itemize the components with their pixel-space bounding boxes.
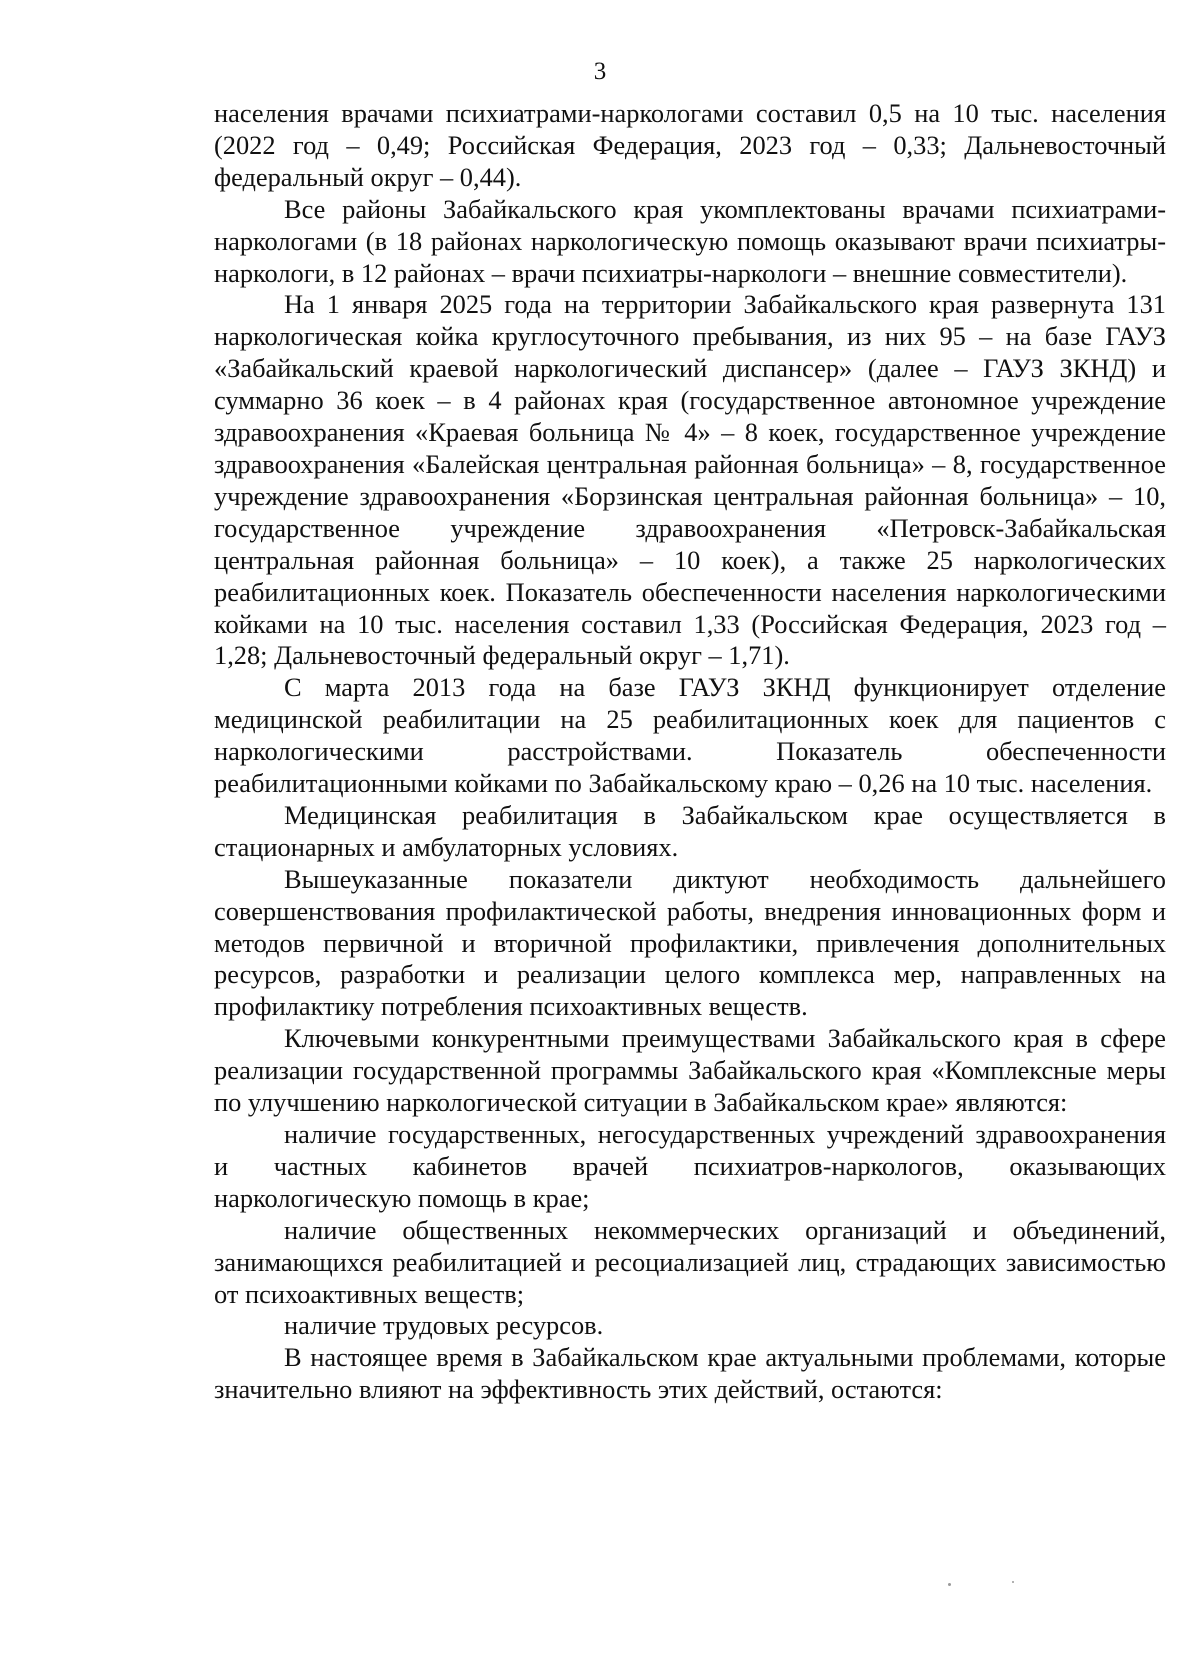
scan-speck — [948, 1583, 951, 1586]
paragraph: Ключевыми конкурентными преимуществами Забайкальского края в сфере реализации государственной программы Забайкальского края «Комплексные меры по улучшению наркологической ситуации в Забайкальском крае» являются: — [214, 1023, 1166, 1118]
scan-speck — [1012, 1581, 1014, 1583]
paragraph: На 1 января 2025 года на территории Забайкальского края развернута 131 наркологическая койка круглосуточного пребывания, из них 95 – на базе ГАУЗ «Забайкальский краевой наркологический диспансер» (далее – ГАУЗ ЗКНД) и суммарно 36 коек – в 4 районах края (государственное автономное учреждение здравоохранения «Краевая больница № 4» – 8 коек, государственное учреждение здравоохранения «Балейская центральная районная больница» – 8, государственное учреждение здравоохранения «Борзинская центральная районная больница» – 10, государственное учреждение здравоохранения «Петровск-Забайкальская центральная районная больница» – 10 коек), а также 25 наркологических реабилитационных коек. Показатель обеспеченности населения наркологическими койками на 10 тыс. населения составил 1,33 (Российская Федерация, 2023 год – 1,28; Дальневосточный федеральный округ – 1,71). — [214, 289, 1166, 671]
list-item: наличие государственных, негосударственных учреждений здравоохранения и частных кабинетов врачей психиатров-наркологов, оказывающих наркологическую помощь в крае; — [214, 1119, 1166, 1213]
paragraph: Медицинская реабилитация в Забайкальском крае осуществляется в стационарных и амбулаторных условиях. — [214, 799, 1166, 862]
paragraph: В настоящее время в Забайкальском крае актуальными проблемами, которые значительно влияют на эффективность этих действий, остаются: — [214, 1342, 1166, 1405]
document-body — [214, 98, 1166, 1406]
paragraph: Вышеуказанные показатели диктуют необходимость дальнейшего совершенствования профилактической работы, внедрения инновационных форм и методов первичной и вторичной профилактики, привлечения дополнительных ресурсов, разработки и реализации целого комплекса мер, направленных на профилактику потребления психоактивных веществ. — [214, 863, 1166, 1022]
paragraph: Все районы Забайкальского края укомплектованы врачами психиатрами-наркологами (в 18 районах наркологическую помощь оказывают врачи психиатры-наркологи, в 12 районах – врачи психиатры-наркологи – внешние совместители). — [214, 193, 1166, 288]
list-item: наличие общественных некоммерческих организаций и объединений, занимающихся реабилитацией и ресоциализацией лиц, страдающих зависимостью от психоактивных веществ; — [214, 1214, 1166, 1309]
page-number: 3 — [593, 58, 607, 85]
paragraph-continuation: населения врачами психиатрами-наркологами составил 0,5 на 10 тыс. населения (2022 год – 0,49; Российская Федерация, 2023 год – 0,33; Дальневосточный федеральный округ – 0,44). — [214, 98, 1166, 192]
list-item: наличие трудовых ресурсов. — [284, 1310, 604, 1341]
paragraph: С марта 2013 года на базе ГАУЗ ЗКНД функционирует отделение медицинской реабилитации на 25 реабилитационных коек для пациентов с наркологическими расстройствами. Показатель обеспеченности реабилитационными койками по Забайкальскому краю – 0,26 на 10 тыс. населения. — [214, 672, 1166, 799]
